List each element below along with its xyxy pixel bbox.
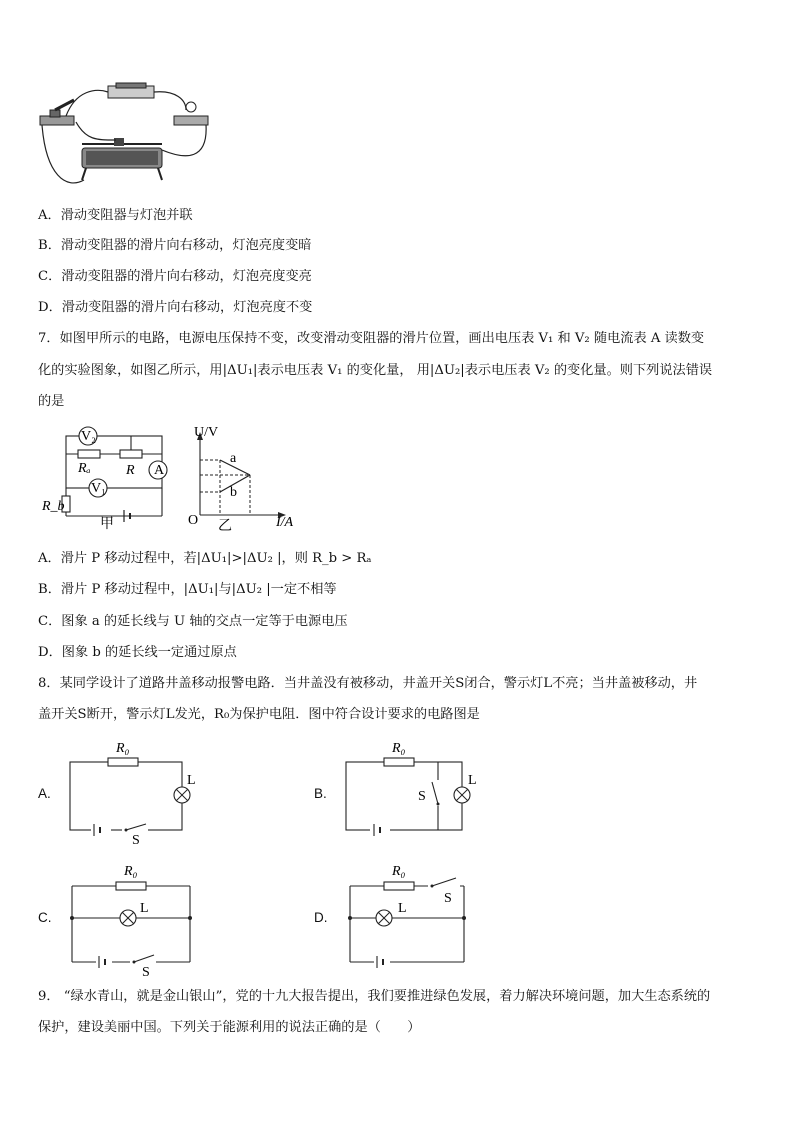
q8-stem-line-2: 盖开关S断开，警示灯L发光，R₀为保护电阻．图中符合设计要求的电路图是 bbox=[38, 707, 480, 722]
yi-caption: 乙 bbox=[218, 519, 232, 534]
q6-option-a: A．滑动变阻器与灯泡并联 bbox=[38, 208, 193, 223]
b-r0: R₀ bbox=[392, 741, 406, 756]
d-lamp: L bbox=[398, 901, 407, 916]
q7-option-d: D．图象 b 的延长线一定通过原点 bbox=[38, 645, 237, 660]
c-switch: S bbox=[142, 965, 150, 980]
q6-option-c: C．滑动变阻器的滑片向右移动，灯泡亮度变亮 bbox=[38, 269, 312, 284]
yi-ylabel: U/V bbox=[194, 425, 219, 440]
a-switch: S bbox=[132, 833, 140, 848]
q7-option-c: C．图象 a 的延长线与 U 轴的交点一定等于电源电压 bbox=[38, 614, 348, 629]
q8-circuit-c bbox=[66, 860, 196, 980]
q7-stem-line-1: 7．如图甲所示的电路，电源电压保持不变，改变滑动变阻器的滑片位置，画出电压表 V₁ 和 V₂ 随电流表 A 读数变 bbox=[38, 331, 705, 346]
ra-label: Rₐ bbox=[78, 461, 91, 476]
d-switch: S bbox=[444, 891, 452, 906]
c-lamp: L bbox=[140, 901, 149, 916]
rb-label: R_b bbox=[42, 499, 65, 514]
c-r0: R₀ bbox=[124, 864, 138, 879]
q7-stem-line-3: 的是 bbox=[38, 394, 65, 409]
yi-line-b: b bbox=[230, 485, 237, 500]
q9-stem-line-2: 保护，建设美丽中国。下列关于能源利用的说法正确的是（ ） bbox=[38, 1020, 421, 1035]
d-r0: R₀ bbox=[392, 864, 406, 879]
q8-stem-line-1: 8．某同学设计了道路井盖移动报警电路．当井盖没有被移动，井盖开关S闭合，警示灯L不亮；当井盖被移动，井 bbox=[38, 676, 698, 691]
q8-circuit-a bbox=[66, 738, 196, 848]
yi-origin: O bbox=[188, 513, 199, 528]
q8-circuit-d-label: D. bbox=[314, 910, 328, 925]
q8-circuit-c-label: C. bbox=[38, 910, 52, 925]
q8-circuit-b-label: B. bbox=[314, 786, 327, 801]
q6-option-b: B．滑动变阻器的滑片向右移动，灯泡亮度变暗 bbox=[38, 238, 312, 253]
q7-graph-yi bbox=[180, 425, 294, 534]
b-lamp: L bbox=[468, 773, 477, 788]
yi-xlabel: I/A bbox=[276, 515, 294, 530]
q8-circuit-a-label: A. bbox=[38, 786, 51, 801]
a-lamp: L bbox=[187, 773, 196, 788]
a-label: A bbox=[154, 463, 165, 478]
apparatus-figure bbox=[36, 80, 226, 195]
q9-stem-line-1: 9． “绿水青山，就是金山银山”，党的十九大报告提出，我们要推进绿色发展，着力解决环境问题，加大生态系统的 bbox=[38, 989, 711, 1004]
yi-line-a: a bbox=[230, 451, 237, 466]
q8-circuit-b bbox=[342, 738, 477, 843]
b-switch: S bbox=[418, 789, 426, 804]
r-label: R bbox=[126, 463, 135, 478]
q6-option-d: D．滑动变阻器的滑片向右移动，灯泡亮度不变 bbox=[38, 300, 313, 315]
v2-label: V₂ bbox=[81, 429, 96, 444]
a-r0: R₀ bbox=[116, 741, 130, 756]
q7-option-a: A．滑片 P 移动过程中，若|ΔU₁|>|ΔU₂ |，则 R_b > Rₐ bbox=[38, 551, 372, 566]
q7-stem-line-2: 化的实验图象，如图乙所示，用|ΔU₁|表示电压表 V₁ 的变化量， 用|ΔU₂|表示电压表 V₂ 的变化量。则下列说法错误 bbox=[38, 363, 713, 378]
q8-circuit-d bbox=[344, 860, 474, 975]
jia-caption: 甲 bbox=[100, 517, 114, 532]
v1-label: V₁ bbox=[91, 481, 106, 496]
q7-option-b: B．滑片 P 移动过程中，|ΔU₁|与|ΔU₂ |一定不相等 bbox=[38, 582, 337, 597]
q7-circuit-jia bbox=[40, 424, 175, 532]
